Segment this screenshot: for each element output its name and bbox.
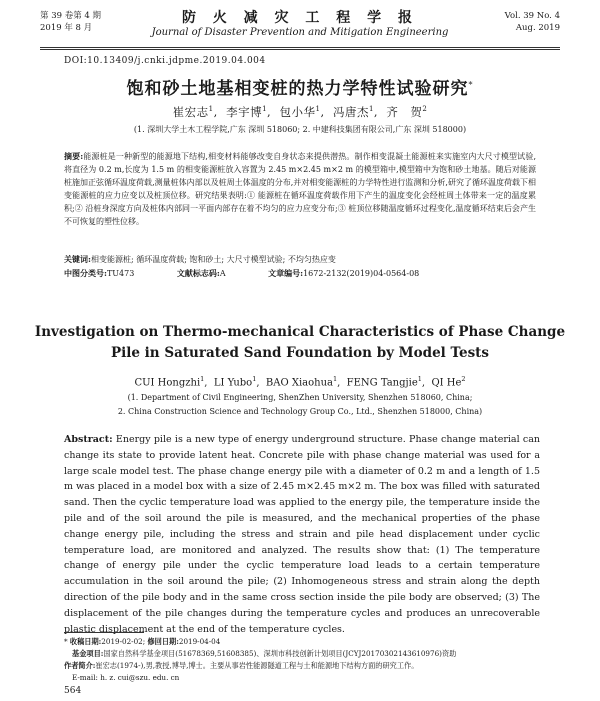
footnote-author <box>64 660 540 672</box>
fund-text: 国家自然科学基金项目(51678369,51608385)、深圳市科技创新计划项目(JCYJ20170302143610976)资助 <box>103 649 457 658</box>
author-aff-mark: 1 <box>200 375 205 383</box>
keywords-cn-text: 相变能源桩; 循环温度荷载; 饱和砂土; 大尺寸模型试验; 不均匀热应变 <box>90 255 336 264</box>
abstract-en <box>64 432 540 637</box>
page-number: 564 <box>64 686 82 696</box>
doi[interactable]: DOI:10.13409/j.cnki.jdpme.2019.04.004 <box>64 56 266 66</box>
author-en: FENG Tangjie <box>346 377 418 389</box>
author-cn: 齐 贺 <box>386 105 423 119</box>
journal-title-cn: 防 火 减 灾 工 程 学 报 <box>181 10 419 26</box>
author-cn: 包小华 <box>279 105 316 119</box>
footnote-fund <box>64 648 540 660</box>
title-cn <box>0 74 600 99</box>
article-no-value: 1672-2132(2019)04-0564-08 <box>303 269 420 278</box>
received-date: 2019-02-02; <box>101 637 146 646</box>
author-aff-mark: 2 <box>422 105 428 114</box>
author-aff-mark: 1 <box>332 375 338 383</box>
received-label: 收稿日期: <box>69 637 102 646</box>
classification-line <box>64 268 536 279</box>
footnote-mark: * <box>64 637 68 646</box>
header-rule-thin <box>40 49 560 50</box>
abstract-cn-text: 能源桩是一种新型的能源地下结构,相变材料能够改变自身状态来提供潜热。制作相变混凝土能源桩来实施室内大尺寸模型试验,将直径为 0.2 m,长度为 1.5 m 的相变能源桩放入容置为 2.45 m×2.45 m×2 m 的模型箱中,模型箱中为饱和砂土地基。随后对能源桩施加正弦循环温度荷载,测量桩体内部以及桩周土体温度的分布,并对相变能源桩的力学特性进行监测和分析,研究了循环温度荷载下相变能源桩的应力应变以及桩顶位移。研究结果表明:① 能源桩在循环温度荷载作用下产生的温度变化会经桩周土体带来一定的温度累积;② 沿桩身深度方向及桩体内部同一平面内部存在着不均匀的应力应变分布;③ 桩顶位移随温度循环过程变化,温度循环结束后会产生不可恢复的塑性位移。 <box>64 152 536 226</box>
clc-value: TU473 <box>106 269 135 278</box>
author-en: BAO Xiaohua <box>265 377 333 389</box>
footnote-email[interactable]: E-mail: h. z. cui@szu. edu. cn <box>72 673 180 682</box>
author-aff-mark: 1 <box>262 105 268 114</box>
header-rule <box>40 47 560 48</box>
author-cn: 冯唐杰 <box>332 105 369 119</box>
author-en: CUI Hongzhi <box>134 377 201 389</box>
volume-issue-en: Vol. 39 No. 4 <box>504 11 560 21</box>
revised-label: 修回日期: <box>147 637 179 646</box>
affiliation-en-2: 2. China Construction Science and Technology Group Co., Ltd., Shenzhen 518000, China) <box>117 407 483 416</box>
volume-issue-cn: 第 39 卷第 4 期 <box>40 11 102 21</box>
author-aff-mark: 1 <box>315 105 321 114</box>
title-cn-text: 饱和砂土地基相变桩的热力学特性试验研究 <box>126 79 469 99</box>
author-cn: 李宇博 <box>226 105 263 119</box>
doc-code-value: A <box>219 269 226 278</box>
affiliation-cn: (1. 深圳大学土木工程学院,广东 深圳 518060; 2. 中建科技集团有限公司,广东 深圳 518000) <box>133 125 467 134</box>
abstract-en-label: Abstract: <box>64 434 113 445</box>
footnote-rule <box>64 632 144 633</box>
author-aff-mark: 1 <box>252 375 257 383</box>
title-en-line1: Investigation on Thermo-mechanical Characteristics of Phase Change <box>34 324 566 340</box>
authors-cn: 崔宏志$^1$, 李宇博$^1$, 包小华$^1$, 冯唐杰$^1$, 齐 贺$^2$ <box>172 105 428 119</box>
author-cn: 崔宏志 <box>172 105 209 119</box>
journal-header <box>40 10 560 44</box>
date-cn: 2019 年 8 月 <box>40 23 93 33</box>
doc-code-label: 文献标志码: <box>176 268 220 278</box>
journal-title-en: Journal of Disaster Prevention and Mitigation Engineering <box>151 27 449 38</box>
title-cn-footnote-mark: * <box>468 80 474 90</box>
abstract-cn-label: 摘要: <box>64 151 84 161</box>
keywords-cn-label: 关键词: <box>64 254 91 264</box>
author-aff-mark: 1 <box>368 105 374 114</box>
date-en: Aug. 2019 <box>515 23 560 33</box>
title-en-line2: Pile in Saturated Sand Foundation by Model Tests <box>110 345 490 361</box>
title-en <box>0 322 600 364</box>
fund-label: 基金项目: <box>72 649 104 658</box>
abstract-cn <box>64 150 536 228</box>
authors-en: CUI Hongzhi$^1$, LI Yubo$^1$, BAO Xiaohua$^1$, FENG Tangjie$^1$, QI He$^2$ <box>134 375 466 389</box>
keywords-cn <box>64 254 536 265</box>
author-aff-mark: 1 <box>417 375 422 383</box>
author-en: LI Yubo <box>213 377 253 389</box>
author-aff-mark: 1 <box>208 105 214 114</box>
affiliation-en-1: (1. Department of Civil Engineering, ShenZhen University, Shenzhen 518060, China; <box>127 393 473 402</box>
header-right <box>505 10 560 34</box>
abstract-en-text: Energy pile is a new type of energy underground structure. Phase change material can change its state to provide latent heat. Concrete pile with phase change material was used for a large scale model test. The phase change energy pile with a diameter of 0.2 m and a length of 1.5 m was placed in a model box with a size of 2.45 m×2.45 m×2 m. The box was filled with saturated sand. Then the cyclic temperature load was applied to the energy pile, the temperature inside the pile and of the soil around the pile is measured, and the mechanical properties of the phase change energy pile, including the stress and strain and pile head displacement under cyclic temperature load, are monitored and analyzed. The results show that: (1) The temperature change of energy pile under the cyclic temperature load leads to a certain temperature accumulation in the soil around the pile; (2) Inhomogeneous stress and strain along the depth direction of the pile body and in the same cross section inside the pile body are observed; (3) The displacement of the pile changes during the temperature cycles and produces an unrecoverable plastic displacement at the end of the temperature cycles. <box>64 434 540 635</box>
article-no-label: 文章编号: <box>268 268 304 278</box>
author-bio-label: 作者简介: <box>64 661 96 670</box>
author-en: QI He <box>431 377 462 389</box>
header-center <box>40 10 560 39</box>
affiliation-en <box>0 391 600 419</box>
footnotes <box>64 636 540 684</box>
author-aff-mark: 2 <box>461 375 466 383</box>
clc-label: 中图分类号: <box>64 268 107 278</box>
revised-date: 2019-04-04 <box>178 637 221 646</box>
author-bio-text: 崔宏志(1974-),男,教授,博导,博士。主要从事岩性能源隧道工程与土和能源地下结构方面的研究工作。 <box>95 661 419 670</box>
footnote-dates <box>64 636 540 648</box>
